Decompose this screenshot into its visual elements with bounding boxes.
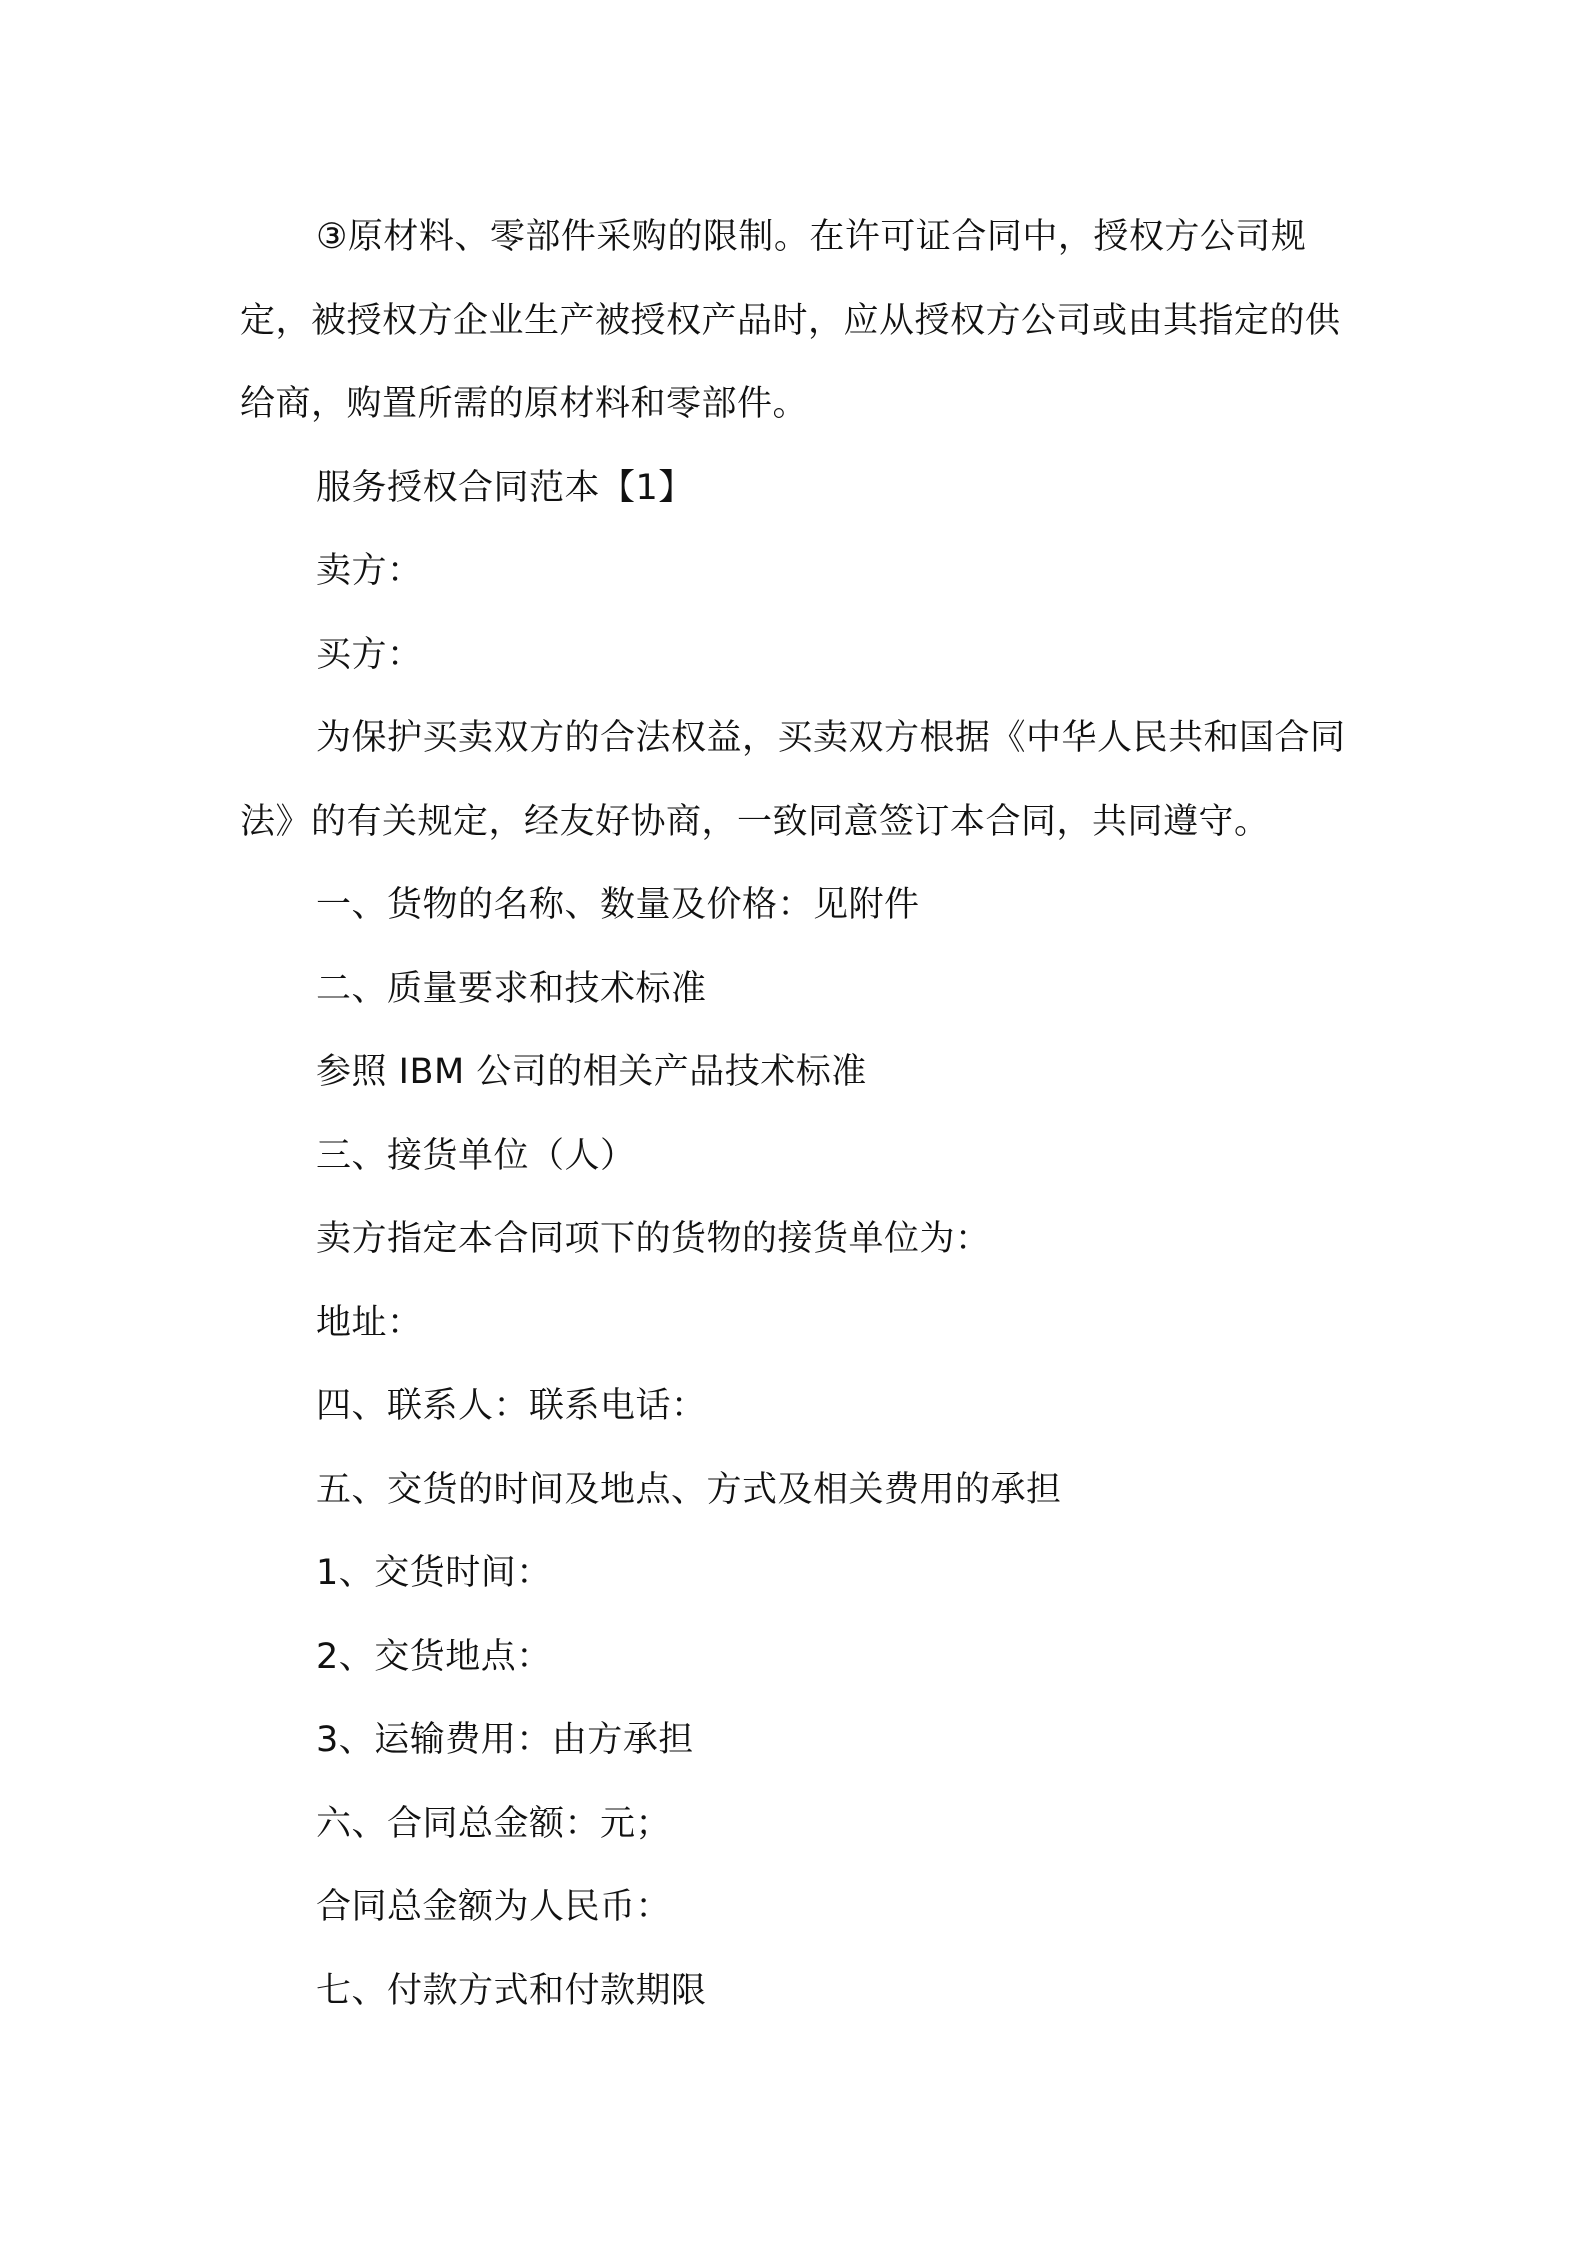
buyer-line: 买方： bbox=[316, 634, 423, 675]
document-body bbox=[240, 196, 1360, 2033]
clause-total-amount: 六、合同总金额：元； bbox=[316, 1803, 672, 1844]
clause-receiver: 三、接货单位（人） bbox=[316, 1135, 636, 1176]
clause-receiver-detail: 卖方指定本合同项下的货物的接货单位为： bbox=[316, 1219, 991, 1259]
clause-delivery: 五、交货的时间及地点、方式及相关费用的承担 bbox=[316, 1469, 1062, 1510]
clause-delivery-place: 2、交货地点： bbox=[316, 1636, 552, 1677]
clause-total-amount-rmb: 合同总金额为人民币： bbox=[316, 1887, 672, 1927]
clause-quality: 二、质量要求和技术标准 bbox=[316, 968, 707, 1009]
clause-quality-standard: 参照 IBM 公司的相关产品技术标准 bbox=[316, 1052, 867, 1092]
clause-transport-cost: 3、运输费用：由方承担 bbox=[316, 1720, 694, 1760]
seller-line: 卖方： bbox=[316, 551, 423, 591]
preamble-paragraph: 为保护买卖双方的合法权益，买卖双方根据《中华人民共和国合同法》的有关规定，经友好协商，一致同意签订本合同，共同遵守。 bbox=[240, 718, 1346, 842]
intro-paragraph: ③原材料、零部件采购的限制。在许可证合同中，授权方公司规定，被授权方企业生产被授权产品时，应从授权方公司或由其指定的供给商，购置所需的原材料和零部件。 bbox=[240, 217, 1341, 424]
clause-address: 地址： bbox=[316, 1302, 423, 1343]
clause-goods: 一、货物的名称、数量及价格：见附件 bbox=[316, 885, 920, 925]
clause-delivery-time: 1、交货时间： bbox=[316, 1553, 552, 1593]
contract-title: 服务授权合同范本【1】 bbox=[316, 467, 694, 508]
clause-payment: 七、付款方式和付款期限 bbox=[316, 1970, 707, 2011]
clause-contact: 四、联系人：联系电话： bbox=[316, 1386, 707, 1426]
